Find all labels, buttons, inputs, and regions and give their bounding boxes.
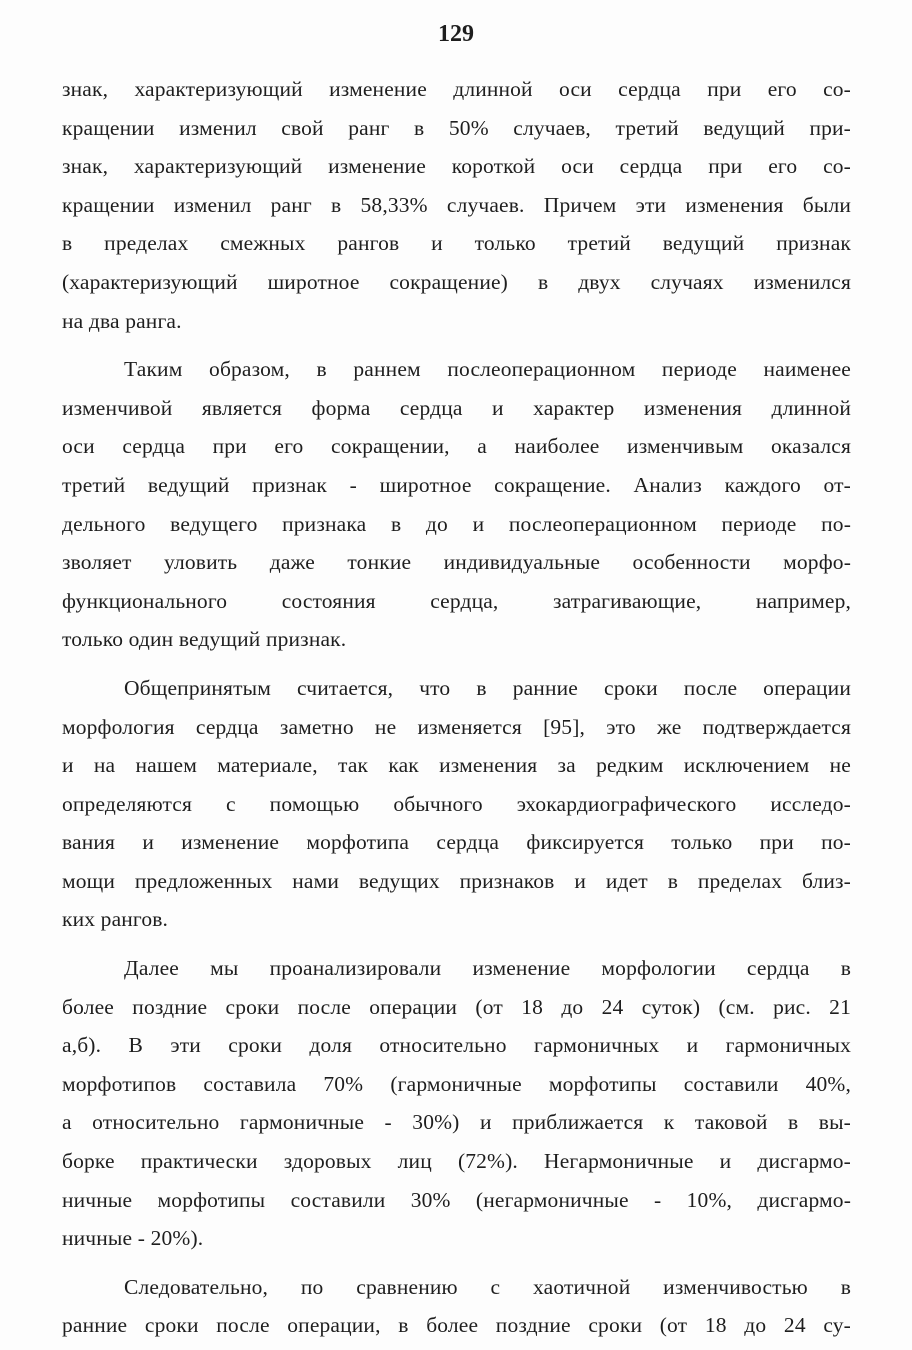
- text-line: вания и изменение морфотипа сердца фиксируется только при по-: [62, 830, 851, 855]
- page-number: 129: [438, 21, 474, 47]
- text-line: третий ведущий признак - широтное сокращение. Анализ каждого от-: [62, 472, 851, 497]
- text-line: функционального состояния сердца, затрагивающие, например,: [62, 588, 851, 613]
- body-text: [62, 70, 851, 1345]
- text-line: ничные морфотипы составили 30% (негармоничные - 10%, дисгармо-: [62, 1187, 851, 1212]
- text-line: кращении изменил ранг в 58,33% случаев. Причем эти изменения были: [62, 192, 851, 217]
- paragraph-2: [62, 350, 851, 659]
- text-line: ничные - 20%).: [62, 1226, 204, 1251]
- text-line: в пределах смежных рангов и только третий ведущий признак: [62, 231, 851, 256]
- text-line: дельного ведущего признака в до и послеоперационном периоде по-: [62, 511, 851, 536]
- text-line: Общепринятым считается, что в ранние сроки после операции: [124, 675, 851, 700]
- text-line: а,б). В эти сроки доля относительно гармоничных и гармоничных: [62, 1033, 851, 1058]
- text-line: на два ранга.: [62, 308, 182, 333]
- text-line: только один ведущий признак.: [62, 627, 347, 652]
- text-line: Таким образом, в раннем послеоперационном периоде наименее: [124, 357, 851, 382]
- text-line: борке практически здоровых лиц (72%). Негармоничные и дисгармо-: [62, 1149, 851, 1174]
- text-line: знак, характеризующий изменение короткой оси сердца при его со-: [62, 154, 851, 179]
- text-line: а относительно гармоничные - 30%) и приближается к таковой в вы-: [62, 1110, 851, 1135]
- text-line: мощи предложенных нами ведущих признаков и идет в пределах близ-: [62, 868, 851, 893]
- text-line: изменчивой является форма сердца и характер изменения длинной: [62, 395, 851, 420]
- text-line: определяются с помощью обычного эхокардиографического исследо-: [62, 791, 851, 816]
- text-line: кращении изменил свой ранг в 50% случаев, третий ведущий при-: [62, 115, 851, 140]
- text-line: зволяет уловить даже тонкие индивидуальные особенности морфо-: [62, 550, 851, 575]
- paragraph-3: [62, 669, 851, 939]
- text-line: знак, характеризующий изменение длинной оси сердца при его со-: [62, 77, 851, 101]
- text-line: более поздние сроки после операции (от 18 до 24 суток) (см. рис. 21: [62, 994, 851, 1019]
- paragraph-1: [62, 70, 851, 340]
- text-line: морфология сердца заметно не изменяется [95], это же подтверждается: [62, 714, 851, 739]
- text-line: ких рангов.: [62, 907, 169, 932]
- paragraph-4: [62, 949, 851, 1258]
- text-line: (характеризующий широтное сокращение) в двух случаях изменился: [62, 269, 851, 294]
- text-line: Следовательно, по сравнению с хаотичной изменчивостью в: [124, 1274, 851, 1299]
- text-line: Далее мы проанализировали изменение морфологии сердца в: [124, 956, 851, 981]
- text-line: морфотипов составила 70% (гармоничные морфотипы составили 40%,: [62, 1071, 851, 1096]
- text-line: и на нашем материале, так как изменения за редким исключением не: [62, 753, 851, 778]
- text-line: оси сердца при его сокращении, а наиболее изменчивым оказался: [62, 434, 851, 459]
- text-line: ранние сроки после операции, в более поздние сроки (от 18 до 24 су-: [62, 1313, 851, 1338]
- paragraph-5: [62, 1268, 851, 1345]
